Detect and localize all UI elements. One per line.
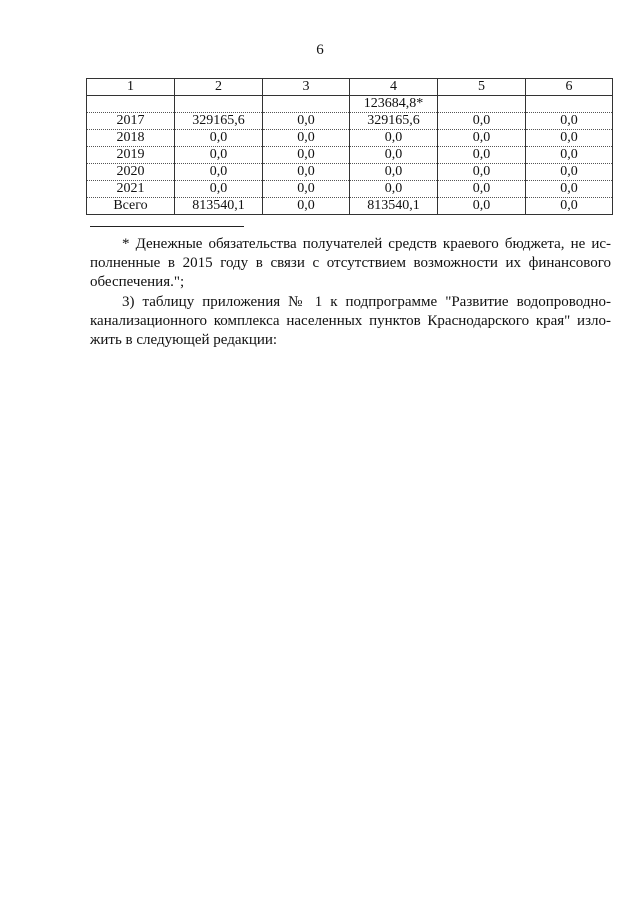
table-cell: 0,0	[350, 181, 438, 198]
column-header: 1	[87, 79, 175, 96]
table-cell: 0,0	[526, 181, 613, 198]
table-cell: 0,0	[263, 113, 350, 130]
table-cell: 0,0	[438, 198, 526, 215]
table-cell: 0,0	[263, 181, 350, 198]
table-cell	[526, 96, 613, 113]
table-cell: 2021	[87, 181, 175, 198]
table-row	[87, 96, 613, 113]
column-header: 4	[350, 79, 438, 96]
table-row	[87, 181, 613, 198]
paragraph-line: жить в следующей редакции:	[90, 332, 278, 348]
table-cell: 813540,1	[350, 198, 438, 215]
column-header: 2	[175, 79, 263, 96]
footnote-line: полненные в 2015 году в связи с отсутствием возможности их финансового	[90, 255, 611, 271]
table-cell: 0,0	[438, 164, 526, 181]
table-cell: 329165,6	[175, 113, 263, 130]
table-cell: 0,0	[263, 147, 350, 164]
paragraph-line: 3) таблицу приложения № 1 к подпрограмме "Развитие водопроводно-	[122, 294, 611, 310]
table-cell: 0,0	[438, 147, 526, 164]
table-cell: 0,0	[438, 181, 526, 198]
table-cell: 2020	[87, 164, 175, 181]
table-cell: 0,0	[350, 147, 438, 164]
footnote-paragraph	[90, 235, 611, 292]
table-cell: 0,0	[350, 130, 438, 147]
column-header: 6	[526, 79, 613, 96]
table-cell: 0,0	[526, 198, 613, 215]
paragraph-line: канализационного комплекса населенных пунктов Краснодарского края" изло-	[90, 313, 611, 329]
table-cell	[438, 96, 526, 113]
table-cell: 0,0	[175, 181, 263, 198]
page-number: 6	[316, 42, 324, 58]
table-cell: 813540,1	[175, 198, 263, 215]
column-header: 3	[263, 79, 350, 96]
table-cell: 0,0	[526, 164, 613, 181]
table-cell	[175, 96, 263, 113]
table-cell: 0,0	[438, 113, 526, 130]
table-cell	[263, 96, 350, 113]
table-cell	[87, 96, 175, 113]
table-cell: 0,0	[438, 130, 526, 147]
table-cell: 2019	[87, 147, 175, 164]
table-cell: 2018	[87, 130, 175, 147]
table-row	[87, 164, 613, 181]
item-3-paragraph	[90, 293, 611, 350]
table-row	[87, 113, 613, 130]
table-cell: 0,0	[175, 130, 263, 147]
table-cell: Всего	[87, 198, 175, 215]
table-cell: 329165,6	[350, 113, 438, 130]
footnote-line: обеспечения.";	[90, 274, 185, 290]
budget-table	[86, 78, 613, 215]
table-cell: 2017	[87, 113, 175, 130]
footnote-line: * Денежные обязательства получателей средств краевого бюджета, не ис-	[122, 236, 611, 252]
table-cell: 0,0	[263, 198, 350, 215]
table-cell: 0,0	[263, 164, 350, 181]
table-cell: 0,0	[526, 130, 613, 147]
table-row	[87, 130, 613, 147]
table-cell: 0,0	[263, 130, 350, 147]
table-cell: 0,0	[175, 147, 263, 164]
column-header: 5	[438, 79, 526, 96]
table-total-row	[87, 198, 613, 215]
footnote-divider	[90, 226, 244, 227]
table-cell: 0,0	[175, 164, 263, 181]
table-cell: 0,0	[526, 147, 613, 164]
table-cell: 123684,8*	[350, 96, 438, 113]
table-cell: 0,0	[526, 113, 613, 130]
table-header-row	[87, 79, 613, 96]
table-row	[87, 147, 613, 164]
table-cell: 0,0	[350, 164, 438, 181]
